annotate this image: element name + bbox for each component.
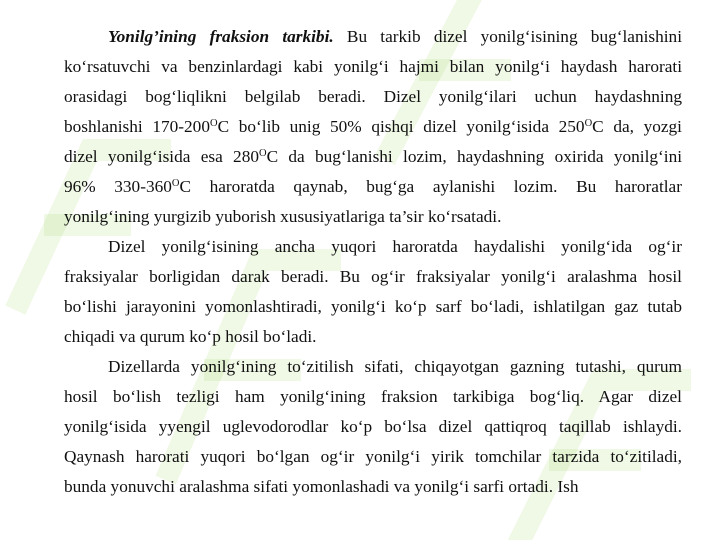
text-segment: Dizel yonilg‘isining ancha yuqori haroratda haydalishi yonilg‘ida og‘ir bbox=[108, 237, 682, 256]
text-line bbox=[64, 352, 682, 382]
text-line bbox=[64, 412, 682, 442]
text-line bbox=[64, 172, 682, 202]
text-line bbox=[64, 52, 682, 82]
section-heading: Yonilg’ining fraksion tarkibi. bbox=[108, 27, 334, 46]
text-segment: ko‘rsatuvchi va benzinlardagi kabi yonilg‘i hajmi bilan yonilg‘i haydash harorati bbox=[64, 57, 682, 76]
text-segment: fraksiyalar borligidan darak beradi. Bu og‘ir fraksiyalar yonilg‘i aralashma hosil bbox=[64, 267, 682, 286]
document-page bbox=[64, 22, 682, 502]
text-line bbox=[64, 112, 682, 142]
text-segment: bo‘lishi jarayonini yomonlashtiradi, yonilg‘i ko‘p sarf bo‘ladi, ishlatilgan gaz tutab bbox=[64, 297, 682, 316]
degree-superscript: O bbox=[209, 118, 218, 129]
text-line bbox=[64, 22, 682, 52]
degree-superscript: O bbox=[171, 178, 180, 189]
text-segment: yonilg‘ining yurgizib yuborish xususiyatlariga ta’sir ko‘rsatadi. bbox=[64, 207, 502, 226]
text-segment: Bu tarkib dizel yonilg‘isining bug‘lanishini bbox=[346, 27, 682, 46]
text-segment: C da bug‘lanishi lozim, haydashning oxirida yonilg‘ini bbox=[266, 147, 682, 166]
text-line bbox=[64, 82, 682, 112]
degree-superscript: O bbox=[584, 118, 593, 129]
text-segment: 96% 330-360 bbox=[64, 177, 172, 196]
text-segment: Dizellarda yonilg‘ining to‘zitilish sifati, chiqayotgan gazning tutashi, qurum bbox=[108, 357, 682, 376]
text-line bbox=[64, 322, 682, 352]
text-segment: chiqadi va qurum ko‘p hosil bo‘ladi. bbox=[64, 327, 317, 346]
text-line bbox=[64, 382, 682, 412]
text-line bbox=[64, 232, 682, 262]
text-line bbox=[64, 472, 682, 502]
text-line bbox=[64, 292, 682, 322]
text-segment: orasidagi bog‘liqlikni belgilab beradi. Dizel yonilg‘ilari uchun haydashning bbox=[64, 87, 682, 106]
text-segment: bunda yonuvchi aralashma sifati yomonlashadi va yonilg‘i sarfi ortadi. Ish bbox=[64, 477, 579, 496]
text-segment: C haroratda qaynab, bug‘ga aylanishi lozim. Bu haroratlar bbox=[179, 177, 682, 196]
text-segment: yonilg‘isida yyengil uglevodorodlar ko‘p bo‘lsa dizel qattiqroq taqillab ishlaydi. bbox=[64, 417, 682, 436]
text-segment: C da, yozgi bbox=[592, 117, 682, 136]
text-segment: hosil bo‘lish tezligi ham yonilg‘ining fraksion tarkibiga bog‘liq. Agar dizel bbox=[64, 387, 682, 406]
text-line bbox=[64, 442, 682, 472]
text-segment: Qaynash harorati yuqori bo‘lgan og‘ir yonilg‘i yirik tomchilar tarzida to‘zitiladi, bbox=[64, 447, 682, 466]
text-segment: dizel yonilg‘isida esa 280 bbox=[64, 147, 259, 166]
text-segment: boshlanishi 170-200 bbox=[64, 117, 210, 136]
text-line bbox=[64, 202, 682, 232]
degree-superscript: O bbox=[258, 148, 267, 159]
text-line bbox=[64, 142, 682, 172]
text-segment: C bo‘lib unig 50% qishqi dizel yonilg‘isida 250 bbox=[217, 117, 585, 136]
text-line bbox=[64, 262, 682, 292]
